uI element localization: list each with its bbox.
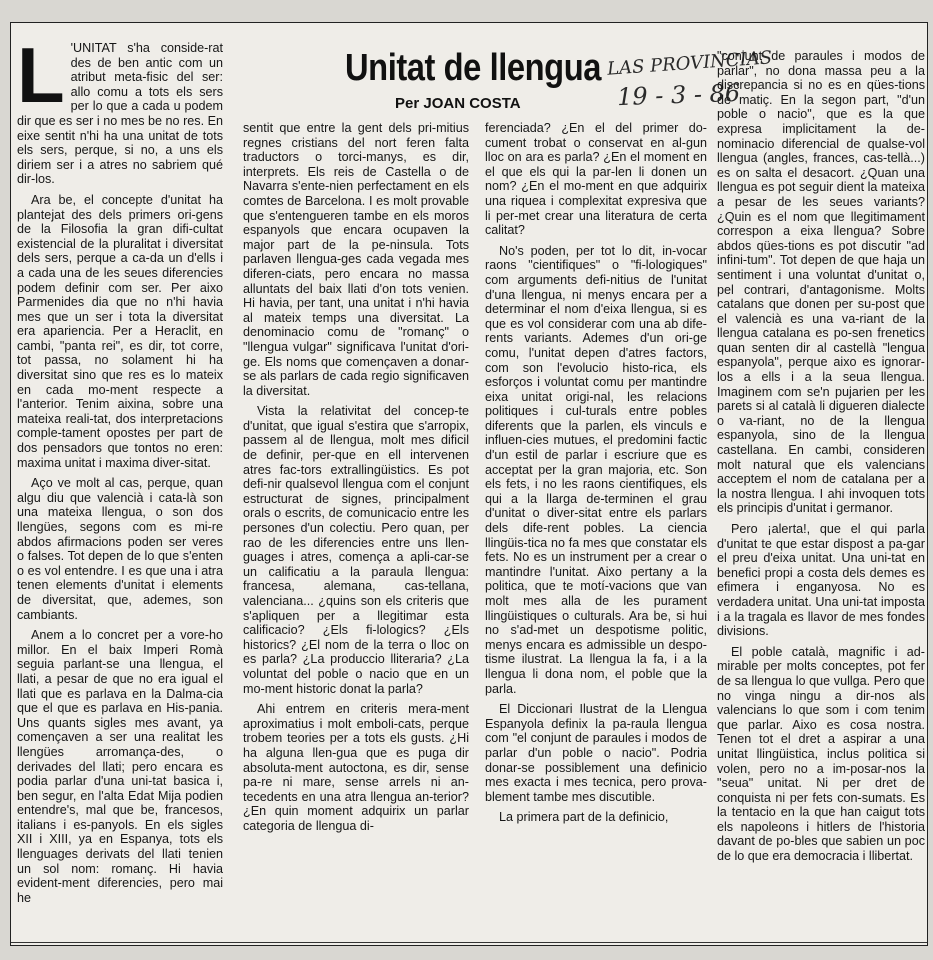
paragraph: Vista la relativitat del concep-te d'unitat, que igual s'estira que s'arropix, passem al de llengua, molt mes dificil de definir, per-que en ell intervenen atres fac-tors extrallingüistics. Es pot defi-nir qualsevol llengua com el conjunt estructurat de signes, principalment orals o escrits, de comunicacio entre les persones d'un colectiu. Pero quan, per rao de les diferencies entre uns llen-guages i atres, comença a apli-car-se un calificatiu a la paraula llengua: francesa, alemana, cas-tellana, valenciana... ¿quins son els criteris que s'apliquen per a llegitimar esta calificacio? ¿Els fi-lologics? ¿Els historics? ¿El nom de la terra o lloc on es parla? ¿La produccio lliteraria? ¿La voluntat del poble o nacio que en un mo-ment historic donat la parla? [243, 404, 469, 696]
newspaper-clipping [10, 22, 928, 946]
paragraph: "conjunt de paraules i modos de parlar", no dona massa peu a la discrepancia si no es en qües-tions de matiç. En la segon part, "d'un poble o nacio", que es la que expresa implicitament la de-nominacio diferencial de qualse-vol llengua (angles, frances, cas-tellà...) es on salta el desacort. ¿Quan una llengua es pot seguir dient la mateixa a pesar de les seues variants? ¿Quin es el nom que llegitimament correspon a eixa llengua? Sobre abdos qües-tions es pot discutir "ad infini-tum". Tot depen de que haja un sentiment i una voluntat d'unitat o, pel contrari, d'antagonisme. Molts catalans que donen per su-post que el valencià es una va-riant de la llengua catalana es po-sen frenetics quan senten dir al castellà "lengua espanyola", perque aixo es ignorar-los a ells i a la seua llengua. Imaginem com se'n pujarien per les parets si al català li digueren dialecte o va-riant, no de la llengua espanyola, sino de la llengua castellana. En cambi, consideren molt natural que els valencians acceptem el nom de catalana per a la nostra llengua. I ahi invoquen tots els principis d'unitat i germanor. [717, 49, 925, 516]
paragraph: No's poden, per tot lo dit, in-vocar raons "cientifiques" o "fi-lologiques" com arguments defi-nitius de l'unitat d'una llengua, ni menys encara per a determinar el nom d'eixa llengua, si es que es vol considerar com una ab dife-rents variants. Ademes d'un ori-ge comu, l'unitat depen d'atres factors, com son l'evolucio histo-rica, els esforços i voluntat comu per mantindre eixa unitat origi-nal, les relacions politiques i cul-turals entre pobles diferents que la parlen, els vinculs e influen-cies mutues, el predomini factic d'un estil de parlar i escriure que es acceptat per la gran majoria, etc. Son els fets, i no les raons cientifiques, els qui a la llarga de-terminen el grau d'unitat o diver-sitat entre els parlars dels dife-rent pobles. La ciencia llingüis-tica no fa mes que constatar els fets. No es un instrument per a crear o mantindre l'unitat. Aixo pertany a la politica, que te motí-vacions que van molt mes alla de les purament llingüistiques o culturals. Ara be, si hui no s'ad-met un despotisme politic, menys encara es admissible un despo-tisme ilustrat. La llengua la fa, i a la llengua li dona nom, el poble que la parla. [485, 243, 707, 696]
paragraph: El poble català, magnific i ad-mirable per molts conceptes, pot fer de sa llengua lo que vullga. Pero que no vinga ningu a dir-nos als valencians lo que som i com tenim que parlar. Aixo es cosa nostra. Tenen tot el dret a aspirar a una unitat llingüistica, inclus politica si volen, pero no a im-posar-nos la "seua" unitat. Ni per dret de conquista ni per fets con-sumats. Es la tentacio en la que han caigut tots els napoleons i hitlers de l'historia davant de po-bles que sabien un poc de lo que era democracia i llibertat. [717, 644, 925, 864]
paragraph: sentit que entre la gent dels pri-mitius regnes cristians del nort feren falta traductors o torci-manys, es dir, interprets. Els reis de Castella o de Navarra s'ente-nien perfectament en els comtes de Barcelona. I es molt provable que s'entengueren tambe en els moros espanyols que encara ocupaven la major part de la pe-ninsula. Tots parlaven llengua-ges cada vegada mes diferen-ciats, pero encara no massa alluntats del baix llati d'on tots venien. Hi havia, per tant, una unitat i n'hi havia al mateix temps una diversitat. La denominacio comu de "romanç" o "llengua vulgar" significava l'unitat d'ori-ge. Els noms que començaven a donar-se als parlars de cada regio significaven la diversitat. [243, 121, 469, 398]
handwritten-date-note: 19 - 3 - 86 [616, 78, 741, 112]
handwritten-source-note: LAS PROVINCIAS [606, 47, 773, 80]
article-column-1 [17, 31, 223, 911]
paragraph: Ahi entrem en criteris mera-ment aproximatius i molt emboli-cats, perque trobem teories per a tots els gusts. ¿Hi ha alguna llen-gua que es puga dir absoluta-ment autoctona, es dir, sense pa-re ni mare, sense arrels ni an-tecedents en una atra llengua an-terior? ¿En quin moment adquirix un parlar categoria de llengua di- [243, 702, 469, 833]
article-column-2 [243, 121, 469, 840]
article-title: Unitat de llengua [345, 47, 601, 89]
paragraph: Aço ve molt al cas, perque, quan algu diu que valencià i cata-là son una mateixa llengua, o son dos llengües, segons com es mi-re abdos afirmacions poden ser veres o falses. Tot depen de lo que s'enten o es vol entendre. I es que una i atra tenen elements d'unitat i elements de diversitat, que, ademes, son cambiants. [17, 476, 223, 622]
article-byline: Per JOAN COSTA [395, 95, 521, 112]
drop-cap: L [17, 31, 65, 119]
article-column-4 [717, 49, 925, 870]
bottom-rule [11, 942, 927, 943]
paragraph: La primera part de la definicio, [499, 810, 669, 825]
paragraph: Ara be, el concepte d'unitat ha plantejat des dels primers ori-gens de la Filosofia la gran difi-cultat existencial de la pluralitat i diversitat dels sers, perque a ca-da un d'ells i a cada una de les seues diferencies podem definir com ser. Per aixo Parmenides dia que no n'hi havia mes que un ser i tota la diversitat era apariencia. Per a Heraclit, en cambi, "panta rei", es dir, tot corre, tot passa, no solament hi ha diversitat sino que res es lo mateix en cada mo-ment respecte a l'anterior. Tenim aixina, sobre una mateixa reali-tat, dos interpretacions comple-tament opostes per part de dos pensadors que tontos no eren: maxima unitat i maxima diver-sitat. [17, 192, 223, 470]
paragraph: Anem a lo concret per a vore-ho millor. En el baix Imperi Romà seguia parlant-se una llengua, el llati, a pesar de que no era igual el llati que es parlava en la Dalma-cia que el que es parlava en His-pania. Uns quants sigles mes avant, ya començaven a ser una realitat les llengües arromança-des, o derivades del llati; pero encara es podia parlar d'una uni-tat basica i, ben segur, en l'alta Edat Mija podien entendre's, mal que be, francesos, italians i es-panyols. En els sigles XII i XIII, ya en Espanya, tots els llenguages derivats del llati tenien un sol nom: romanç. Hi havia evident-ment diferencies, pero mai he [17, 628, 223, 905]
paragraph: ferenciada? ¿En el del primer do-cument trobat o conservat en al-gun lloc on ara es parla? ¿En el moment en el que els qui la par-len li donen un nom? ¿En el mo-ment en que adquirix una riquea i complexitat expresiva que li per-met crear una literatura de certa calitat? [485, 121, 707, 238]
paragraph: El Diccionari Ilustrat de la Llengua Espanyola definix la pa-raula llengua com "el conjunt de paraules i modos de parlar d'un poble o nacio". Podria donar-se possiblement una definicio mes exacta i mes tecnica, pero prova-blement tambe mes discutible. [485, 702, 707, 804]
article-column-3 [485, 121, 707, 831]
paragraph: 'UNITAT s'ha conside-rat des de ben antic com un atribut meta-fisic del ser: allo comu a tots els sers per lo que a cada u podem dir que es ser i no mes be no res. En eixe sentit n'hi ha una unitat de tots els sers, perque, si no, a uns els diriem ser i a atres no sabriem qué dir-los. [17, 41, 223, 187]
paragraph: Pero ¡alerta!, que el qui parla d'unitat te que estar dispost a pa-gar el preu d'eixa unitat. Una uni-tat en benefici propi a costa dels demes es efimera i enganyosa. No es verdadera unitat. Una uni-tat imposta i a la tragala es llavor de mes fondes divisions. [717, 522, 925, 639]
